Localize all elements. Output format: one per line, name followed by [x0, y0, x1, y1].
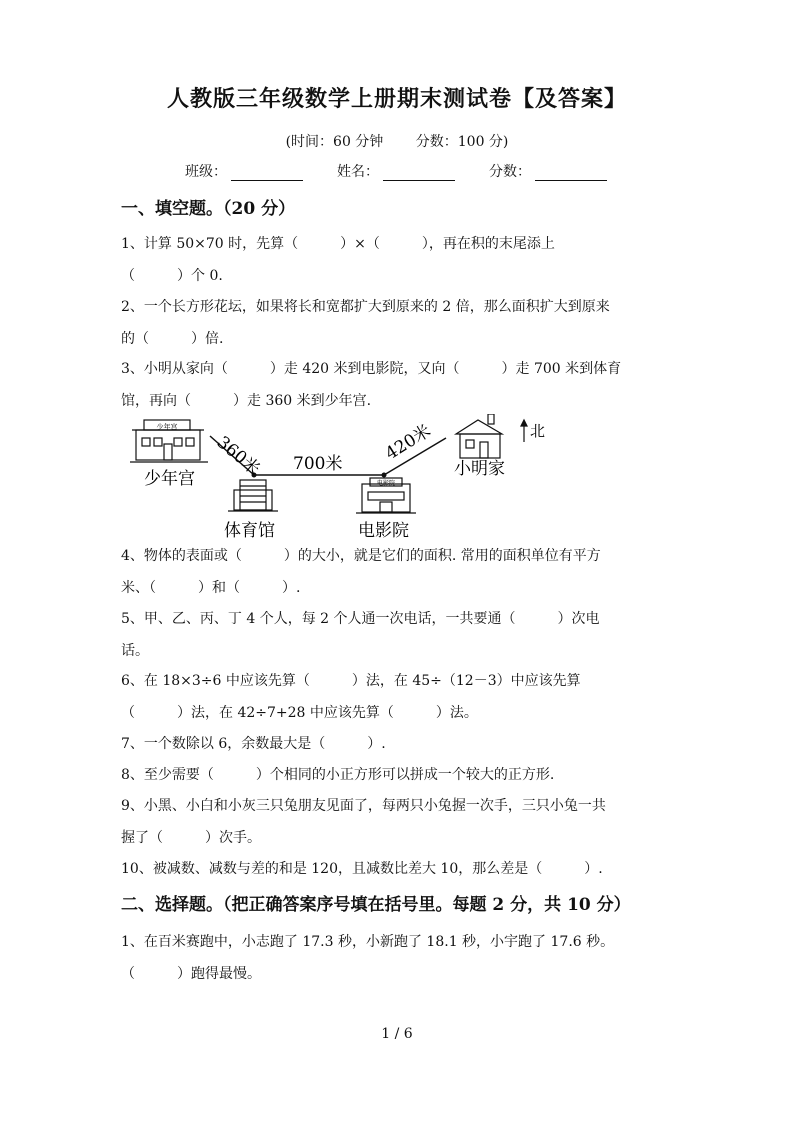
route-map-diagram	[128, 414, 558, 544]
choice-question-1	[121, 926, 681, 990]
question-line: 9、小黑、小白和小灰三只兔朋友见面了，每两只小兔握一次手，三只小兔一共	[121, 798, 606, 814]
question-2	[121, 291, 681, 355]
question-line: （ ）跑得最慢。	[121, 966, 261, 982]
question-3	[121, 353, 681, 417]
cinema-point	[382, 473, 387, 478]
question-9	[121, 790, 681, 854]
class-label: 班级：	[185, 164, 227, 180]
home-label: 小明家	[454, 459, 505, 479]
question-line: 话。	[121, 643, 149, 659]
question-line: 4、物体的表面或（ ）的大小，就是它们的面积. 常用的面积单位有平方	[121, 548, 601, 564]
page-title: 人教版三年级数学上册期末测试卷【及答案】	[166, 86, 627, 112]
home-icon	[456, 414, 502, 458]
question-4	[121, 540, 681, 604]
name-field	[337, 161, 455, 181]
class-blank[interactable]	[231, 164, 303, 181]
question-line: 7、一个数除以 6，余数最大是（ ）.	[121, 736, 386, 752]
question-line: 1、计算 50×70 时，先算（ ）×（ ），再在积的末尾添上	[121, 236, 555, 252]
score-blank[interactable]	[535, 164, 607, 181]
question-line: 2、一个长方形花坛，如果将长和宽都扩大到原来的 2 倍，那么面积扩大到原来	[121, 299, 610, 315]
question-5	[121, 603, 681, 667]
gym-icon	[228, 480, 278, 511]
time-limit: (时间：60 分钟	[285, 134, 384, 150]
question-line: （ ）个 0.	[121, 268, 223, 284]
youth-palace-label: 少年宫	[144, 469, 195, 489]
question-line: 1、在百米赛跑中，小志跑了 17.3 秒，小新跑了 18.1 秒，小宇跑了 17.6 秒。	[121, 934, 615, 950]
question-7	[121, 728, 681, 760]
score-field	[489, 161, 607, 181]
youth-palace-sign: 少年宫	[156, 423, 178, 431]
score-label: 分数：	[489, 164, 531, 180]
question-line: 6、在 18×3÷6 中应该先算（ ）法，在 45÷（12－3）中应该先算	[121, 673, 581, 689]
question-line: （ ）法，在 42÷7+28 中应该先算（ ）法。	[121, 705, 478, 721]
student-info	[185, 161, 641, 181]
north-arrow-icon	[521, 420, 527, 442]
distance-700: 700米	[293, 454, 343, 474]
name-blank[interactable]	[383, 164, 455, 181]
cinema-label: 电影院	[358, 521, 409, 541]
question-line: 5、甲、乙、丙、丁 4 个人，每 2 个人通一次电话，一共要通（ ）次电	[121, 611, 600, 627]
question-6	[121, 665, 681, 729]
north-label: 北	[530, 422, 546, 440]
question-line: 馆，再向（ ）走 360 米到少年宫.	[121, 393, 372, 409]
gym-label: 体育馆	[224, 521, 275, 541]
question-line: 3、小明从家向（ ）走 420 米到电影院，又向（ ）走 700 米到体育	[121, 361, 622, 377]
name-label: 姓名：	[337, 164, 379, 180]
question-line: 米、（ ）和（ ）.	[121, 580, 301, 596]
page-number: 1 / 6	[381, 1026, 413, 1042]
section-heading-fill-blank: 一、填空题。（20 分）	[121, 199, 296, 219]
cinema-sign: 电影院	[376, 480, 396, 487]
total-score: 分数：100 分)	[415, 134, 509, 150]
distance-420: 420米	[382, 421, 435, 465]
exam-meta	[0, 131, 794, 151]
question-line: 8、至少需要（ ）个相同的小正方形可以拼成一个较大的正方形.	[121, 767, 555, 783]
distance-360: 360米	[212, 432, 264, 480]
question-line: 的（ ）倍.	[121, 331, 224, 347]
question-10	[121, 853, 681, 885]
question-1	[121, 228, 681, 292]
question-line: 握了（ ）次手。	[121, 830, 261, 846]
class-field	[185, 161, 303, 181]
section-heading-choice: 二、选择题。（把正确答案序号填在括号里。每题 2 分，共 10 分）	[121, 895, 631, 915]
question-8	[121, 759, 681, 791]
question-line: 10、被减数、减数与差的和是 120，且减数比差大 10，那么差是（ ）.	[121, 861, 603, 877]
